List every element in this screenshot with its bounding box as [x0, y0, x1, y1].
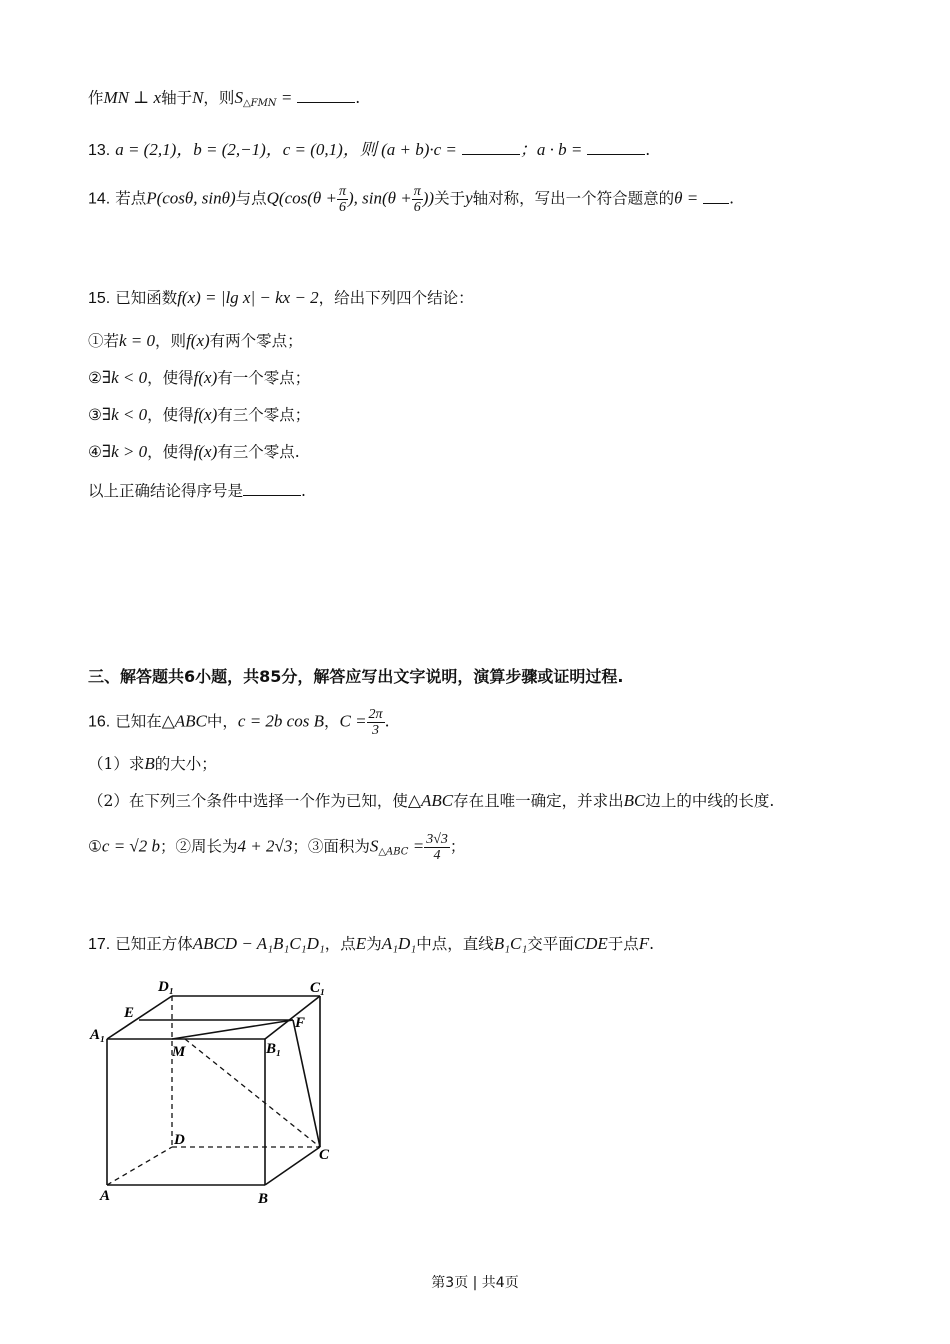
math: ∃k < 0 [101, 368, 148, 387]
conclusion-4 [88, 440, 300, 464]
label-a: A [100, 1188, 111, 1204]
math: E [355, 934, 367, 953]
text: 中点，直线 [416, 935, 494, 953]
hidden-edge-a-d [107, 1147, 172, 1185]
math: CDE [573, 934, 608, 953]
answer-blank[interactable] [462, 140, 520, 155]
math: f(x) [193, 405, 218, 424]
text: 以上正确结论得序号是 [88, 482, 244, 500]
text: ，点 [324, 935, 356, 953]
label-a1: A₁ [90, 1027, 106, 1043]
math: ∃k < 0 [101, 405, 148, 424]
edge-a1-d1 [107, 996, 172, 1039]
question-number: 16. [88, 713, 111, 731]
text: 与点 [235, 189, 267, 208]
text: ；②周长为 [160, 837, 238, 856]
text: 轴对称，写出一个符合题意的 [472, 189, 675, 208]
text: （2）在下列三个条件中选择一个作为已知，使 [88, 792, 408, 810]
text: 轴于 [161, 89, 193, 107]
section-heading: 三、解答题共6小题，共85分，解答应写出文字说明，演算步骤或证明过程. [88, 667, 624, 686]
fraction: $\frac{2\pi}{3}$ [368, 707, 383, 738]
question-number: 13. [88, 142, 111, 159]
page-footer: 第3页 | 共4页 [431, 1275, 519, 1291]
math: f(x) [193, 442, 218, 461]
math: A₁D₁ [381, 934, 417, 953]
text: 中， [206, 712, 238, 731]
math: ABCD − A₁B₁C₁D₁ [192, 934, 325, 953]
text: 若点 [115, 189, 147, 208]
text: 有一个零点； [217, 369, 311, 387]
math: ), sin(θ + [348, 188, 412, 208]
math: = [408, 836, 425, 856]
answer-blank[interactable] [703, 189, 729, 204]
math: N [192, 88, 204, 107]
label-d1: D₁ [158, 979, 175, 995]
text: ③ [88, 406, 102, 424]
answer-blank[interactable] [243, 481, 301, 496]
fraction: $\frac{\pi}{6}$ [413, 184, 421, 215]
cube-figure [80, 975, 360, 1215]
question-13: 13. a = (2,1)，b = (2,−1)，c = (0,1)，则 (a + b)·c = ；a · b = . [88, 140, 651, 159]
text: 的大小； [154, 755, 217, 773]
text: ，使得 [147, 406, 194, 424]
text: 交平面 [527, 935, 574, 953]
math: y [465, 188, 473, 208]
label-c: C [319, 1147, 330, 1163]
question-16 [88, 707, 390, 738]
conclusion-3 [88, 403, 310, 427]
conclusion-2 [88, 366, 310, 390]
text: ① [88, 837, 102, 856]
math: a = (2,1)，b = (2,−1)，c = (0,1)，则 (a + b)·c = [115, 140, 457, 159]
math: MN ⊥ x [103, 88, 162, 107]
text: ② [88, 369, 102, 387]
subscript: △FMN [242, 98, 277, 109]
question-15-answer: 以上正确结论得序号是 . [88, 482, 306, 500]
math: P(cosθ, sinθ) [146, 188, 236, 208]
math: θ = [674, 188, 699, 208]
text: . [649, 935, 655, 953]
label-d: D [174, 1132, 185, 1148]
text: 作 [88, 89, 104, 107]
math: f(x) [186, 331, 210, 350]
question-14: 14. 若点P(cosθ, sinθ)与点Q(cos(θ + $\frac{\pi}{6}$ ), sin(θ + $\frac{\pi}{6}$ ))关于y轴对称，写出一个符合题意的θ = . [88, 184, 735, 215]
label-b: B [258, 1191, 269, 1207]
segment-f-c [293, 1020, 320, 1147]
text: 为 [366, 935, 382, 953]
fraction: $\frac{\pi}{6}$ [338, 184, 346, 215]
question-number: 15. [88, 290, 111, 307]
math: B₁C₁ [493, 934, 528, 953]
text: ①若 [88, 332, 120, 350]
text: ， [323, 712, 340, 731]
answer-blank[interactable] [297, 88, 355, 103]
math: Q(cos(θ + [266, 188, 337, 208]
segment-m-f [172, 1020, 293, 1039]
math: f(x) = |lg x| − kx − 2 [177, 288, 319, 307]
math: F [638, 934, 650, 953]
math: B [144, 754, 155, 773]
text: 存在且唯一确定，并求出 [453, 792, 624, 810]
label-c1: C₁ [310, 980, 326, 996]
label-e: E [124, 1005, 135, 1021]
question-16-part-1 [88, 752, 217, 776]
math: S [369, 836, 379, 856]
math: ；a · b = [519, 140, 583, 159]
text: 已知在 [115, 712, 162, 731]
text: ④ [88, 443, 102, 461]
text: 已知函数 [115, 289, 178, 307]
q12-continuation: 作MN ⊥ x轴于N，则$S_{\triangle FMN}$ = . [88, 88, 361, 109]
text: . [384, 712, 390, 731]
label-f: F [295, 1015, 306, 1031]
fraction: $\frac{3√3}{4}$ [426, 832, 448, 863]
question-number: 14. [88, 190, 111, 208]
edge-b1-c1 [265, 996, 320, 1039]
text: 已知正方体 [115, 935, 193, 953]
text: （1）求 [88, 755, 145, 773]
math: f(x) [193, 368, 218, 387]
text: 边上的中线的长度. [645, 792, 775, 810]
math: )) [422, 188, 435, 208]
text: ，使得 [147, 369, 194, 387]
math: c = √2 b [101, 836, 161, 856]
math: C = [339, 711, 367, 731]
math: BC [623, 791, 646, 810]
math: c = 2b cos B [237, 711, 324, 731]
text: 有三个零点. [217, 443, 300, 461]
text: 关于 [434, 189, 466, 208]
question-15 [88, 286, 474, 311]
math: k = 0 [119, 331, 156, 350]
text: ；③面积为 [292, 837, 370, 856]
label-b1: B₁ [266, 1041, 282, 1057]
math: S [234, 88, 243, 107]
text: 有两个零点； [209, 332, 303, 350]
text: ，给出下列四个结论： [318, 289, 474, 307]
text: ，则 [203, 89, 235, 107]
conclusion-1 [88, 329, 303, 353]
text: ，使得 [147, 443, 194, 461]
question-16-part-2 [88, 789, 774, 813]
question-16-conditions [88, 832, 465, 865]
math: △ABC [161, 711, 207, 731]
question-17 [88, 932, 654, 957]
label-m: M [172, 1044, 186, 1060]
math: = [276, 88, 293, 107]
text: 于点 [607, 935, 639, 953]
math: ∃k > 0 [101, 442, 148, 461]
text: ，则 [155, 332, 187, 350]
subscript: △ABC [378, 846, 409, 858]
math: 4 + 2√3 [237, 836, 293, 856]
question-number: 17. [88, 936, 111, 953]
math: △ABC [407, 791, 454, 810]
text: ； [449, 837, 466, 856]
edge-b-c [265, 1147, 320, 1185]
text: 有三个零点； [217, 406, 311, 424]
answer-blank[interactable] [587, 140, 645, 155]
